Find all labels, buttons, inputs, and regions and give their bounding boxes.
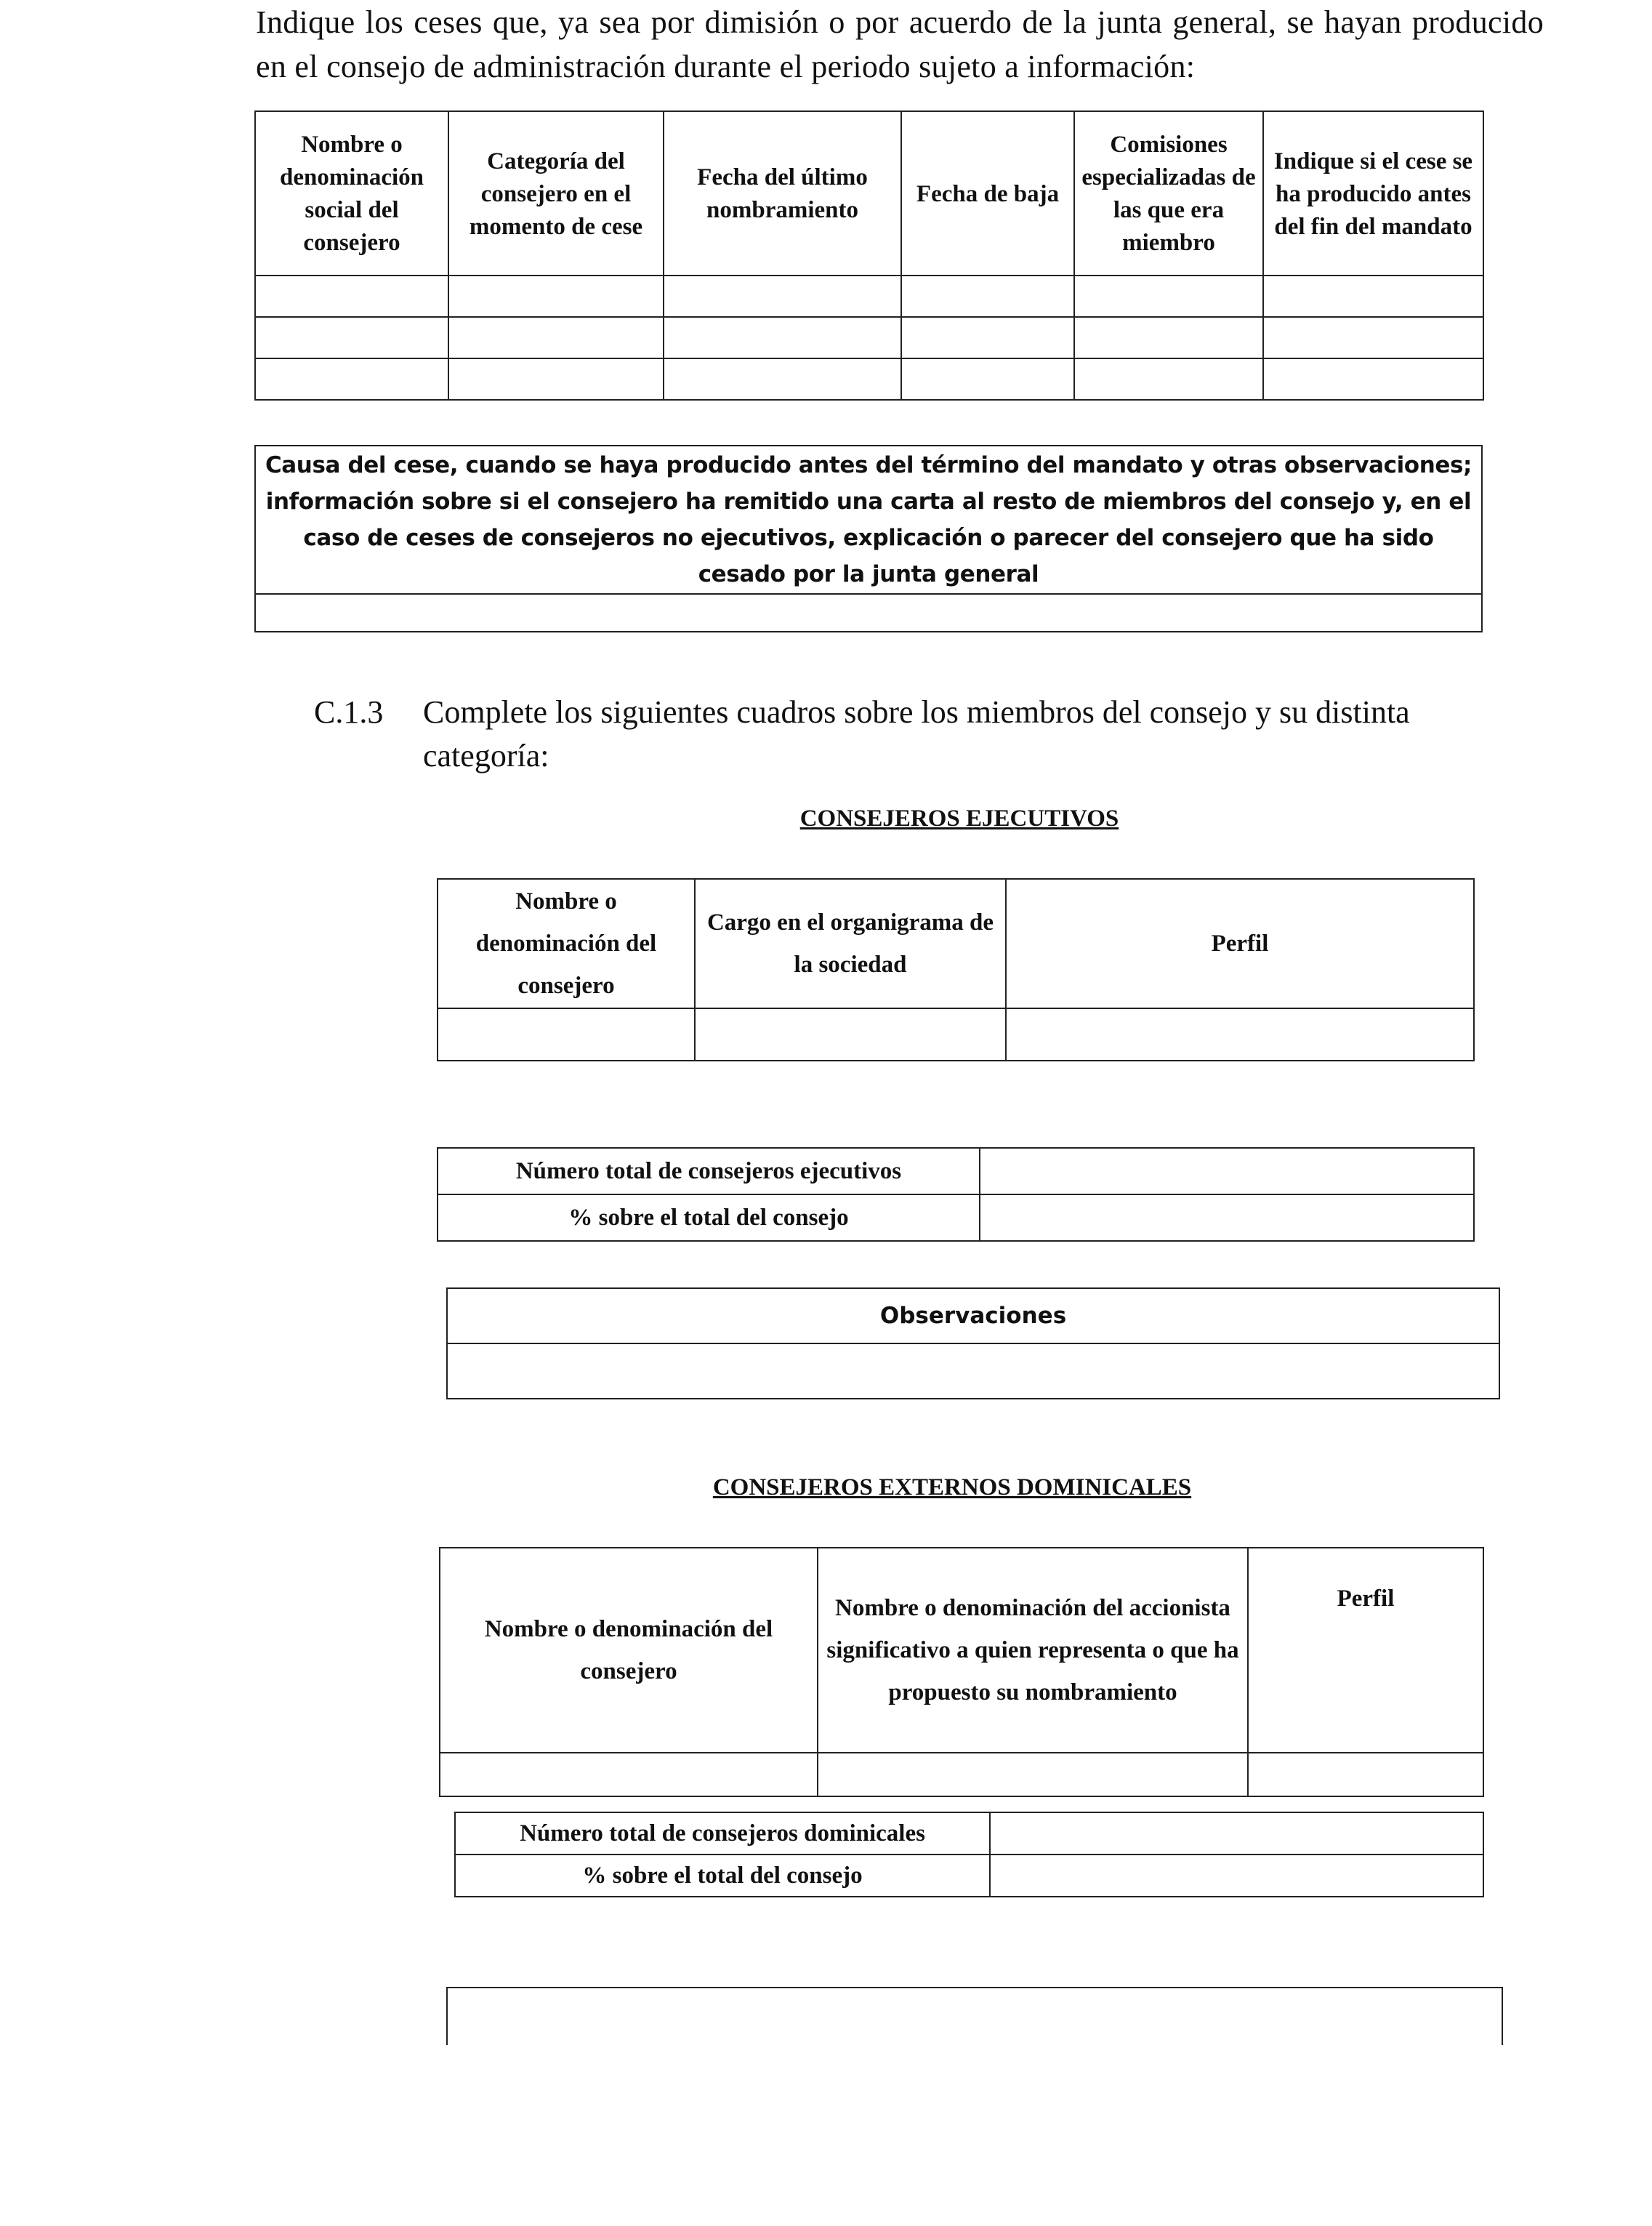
table-cell[interactable] xyxy=(1074,276,1263,317)
total-value-field[interactable] xyxy=(990,1812,1483,1855)
percent-label: % sobre el total del consejo xyxy=(455,1855,990,1897)
table-cell[interactable] xyxy=(664,317,901,358)
table-cell[interactable] xyxy=(255,276,448,317)
column-header-perfil: Perfil xyxy=(1248,1548,1483,1753)
section-text: Complete los siguientes cuadros sobre los miembros del consejo y su distinta categoría: xyxy=(423,694,1410,774)
percent-value-field[interactable] xyxy=(980,1194,1474,1241)
causa-cese-header: Causa del cese, cuando se haya producido antes del término del mandato y otras observaciones; información sobre si el consejero ha remitido una carta al resto de miembros del consejo y, en el caso de ceses de consejeros no ejecutivos, explicación o parecer del consejero que ha sido cesado por la junta general xyxy=(255,446,1482,594)
table-row xyxy=(438,1008,1474,1061)
table-row xyxy=(255,594,1482,632)
observaciones-label: Observaciones xyxy=(447,1288,1499,1343)
dominicales-totals-table xyxy=(454,1812,1484,1897)
causa-cese-box xyxy=(254,445,1483,632)
table-cell[interactable] xyxy=(448,276,664,317)
table-cell[interactable] xyxy=(901,358,1074,400)
column-header-cargo: Cargo en el organigrama de la sociedad xyxy=(695,879,1006,1008)
column-header-fecha-nombramiento: Fecha del último nombramiento xyxy=(664,111,901,276)
table-cell[interactable] xyxy=(818,1753,1248,1796)
table-header-row xyxy=(438,879,1474,1008)
observaciones-box-partial xyxy=(446,1987,1503,2045)
column-header-nombre: Nombre o denominación del consejero xyxy=(438,879,695,1008)
table-cell[interactable] xyxy=(255,358,448,400)
table-cell[interactable] xyxy=(901,317,1074,358)
table-cell[interactable] xyxy=(695,1008,1006,1061)
table-cell[interactable] xyxy=(1074,358,1263,400)
table-row xyxy=(255,317,1483,358)
section-number: C.1.3 xyxy=(314,694,384,730)
column-header-fecha-baja: Fecha de baja xyxy=(901,111,1074,276)
ejecutivos-totals-table xyxy=(437,1147,1475,1242)
column-header-perfil: Perfil xyxy=(1006,879,1474,1008)
dominicales-heading: CONSEJEROS EXTERNOS DOMINICALES xyxy=(712,1474,1192,1500)
percent-label: % sobre el total del consejo xyxy=(438,1194,980,1241)
column-header-comisiones: Comisiones especializadas de las que era miembro xyxy=(1074,111,1263,276)
table-row xyxy=(255,358,1483,400)
ejecutivos-heading: CONSEJEROS EJECUTIVOS xyxy=(799,805,1119,832)
table-cell[interactable] xyxy=(1248,1753,1483,1796)
table-row xyxy=(438,1148,1474,1194)
causa-cese-field[interactable] xyxy=(255,594,1482,632)
column-header-nombre: Nombre o denominación del consejero xyxy=(440,1548,818,1753)
observaciones-field[interactable] xyxy=(447,1343,1499,1399)
percent-value-field[interactable] xyxy=(990,1855,1483,1897)
ceses-table xyxy=(254,111,1484,401)
table-header-row xyxy=(255,111,1483,276)
table-cell[interactable] xyxy=(1263,358,1483,400)
table-row xyxy=(438,1194,1474,1241)
column-header-cese-antes: Indique si el cese se ha producido antes del fin del mandato xyxy=(1263,111,1483,276)
table-cell[interactable] xyxy=(901,276,1074,317)
dominicales-table xyxy=(439,1547,1484,1797)
table-cell[interactable] xyxy=(448,358,664,400)
total-label: Número total de consejeros ejecutivos xyxy=(438,1148,980,1194)
table-cell[interactable] xyxy=(440,1753,818,1796)
table-cell[interactable] xyxy=(664,358,901,400)
intro-paragraph: Indique los ceses que, ya sea por dimisión o por acuerdo de la junta general, se hayan producido en el consejo de administración durante el periodo sujeto a información: xyxy=(256,4,1544,84)
total-label: Número total de consejeros dominicales xyxy=(455,1812,990,1855)
column-header-accionista: Nombre o denominación del accionista significativo a quien representa o que ha propuesto su nombramiento xyxy=(818,1548,1248,1753)
observaciones-box xyxy=(446,1287,1500,1399)
column-header-categoria: Categoría del consejero en el momento de cese xyxy=(448,111,664,276)
table-cell[interactable] xyxy=(448,317,664,358)
total-value-field[interactable] xyxy=(980,1148,1474,1194)
table-row xyxy=(455,1855,1483,1897)
table-cell[interactable] xyxy=(438,1008,695,1061)
table-row xyxy=(255,276,1483,317)
table-row xyxy=(440,1753,1483,1796)
table-header-row xyxy=(447,1288,1499,1343)
table-row xyxy=(455,1812,1483,1855)
ejecutivos-table xyxy=(437,878,1475,1061)
table-row xyxy=(447,1343,1499,1399)
column-header-nombre: Nombre o denominación social del consejero xyxy=(255,111,448,276)
table-cell[interactable] xyxy=(1263,317,1483,358)
table-header-row xyxy=(440,1548,1483,1753)
table-cell[interactable] xyxy=(255,317,448,358)
table-cell[interactable] xyxy=(1006,1008,1474,1061)
table-header-row xyxy=(255,446,1482,594)
table-cell[interactable] xyxy=(1074,317,1263,358)
table-cell[interactable] xyxy=(1263,276,1483,317)
table-cell[interactable] xyxy=(664,276,901,317)
